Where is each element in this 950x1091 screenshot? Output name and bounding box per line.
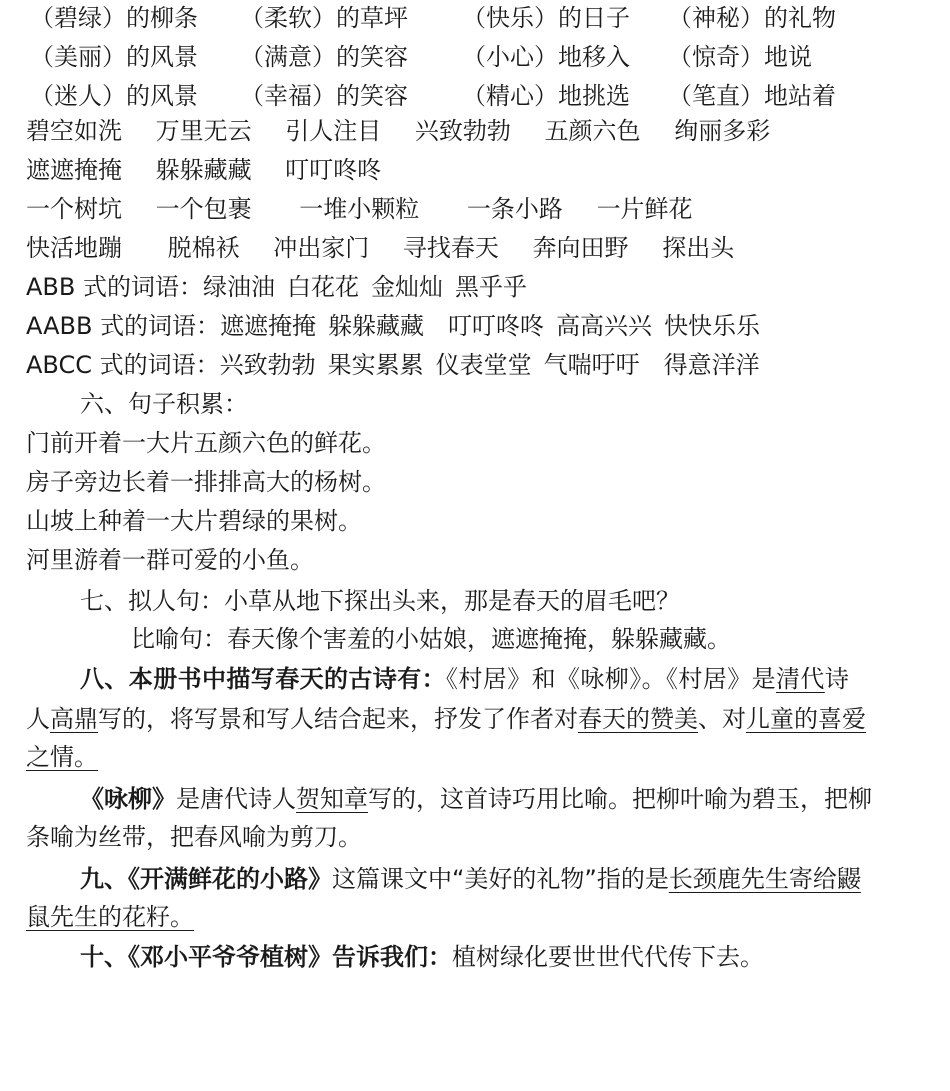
section-8-heading: 八、本册书中描写春天的古诗有：	[80, 665, 446, 693]
text-run: 是唐代诗人	[176, 785, 296, 813]
pattern-label: ABCC 式的词语：	[26, 351, 220, 379]
section-9-heading: 九、《开满鲜花的小路》	[80, 865, 332, 893]
word-item: 遮遮掩掩	[26, 156, 122, 184]
section-8-line	[80, 662, 849, 696]
phrase-item: （柔软）的草坪	[240, 4, 408, 32]
section-8-line	[26, 702, 866, 736]
word-item: 气喘吁吁	[543, 351, 640, 379]
word-item: 一个包裹	[155, 195, 252, 223]
sentence: 门前开着一大片五颜六色的鲜花。	[26, 429, 386, 457]
underlined-text: 之情。	[26, 743, 98, 771]
text-run: 这篇课文中“美好的礼物”指的是	[332, 865, 669, 893]
text-run: 植树绿化要世世代代传下去。	[452, 943, 764, 971]
text-run: 人	[26, 705, 50, 733]
word-item: 五颜六色	[544, 117, 641, 145]
phrase-item: （满意）的笑容	[240, 43, 408, 71]
sentence: 山坡上种着一大片碧绿的果树。	[26, 507, 362, 535]
text-run: 《村居》和《咏柳》。《村居》是	[446, 665, 776, 693]
pattern-line-abb	[26, 270, 553, 304]
section-9-line	[80, 862, 861, 896]
section-9-line	[26, 900, 194, 934]
word-item: 万里无云	[155, 117, 252, 145]
section-8-line	[26, 740, 98, 774]
word-line	[26, 114, 796, 148]
phrase-item: （快乐）的日子	[462, 4, 630, 32]
word-item: 一堆小颗粒	[299, 195, 420, 223]
word-item: 一片鲜花	[596, 195, 693, 223]
phrase-item: （笔直）地站着	[668, 82, 836, 110]
word-item: 寻找春天	[402, 234, 499, 262]
section-10-line	[80, 940, 764, 974]
word-item: 黑乎乎	[454, 273, 527, 301]
text-run: 写的，将写景和写人结合起来，抒发了作者对	[98, 705, 578, 733]
underlined-text: 高鼎	[50, 705, 98, 733]
underlined-text: 鼠先生的花籽。	[26, 903, 194, 931]
phrase-item: （美丽）的风景	[30, 43, 198, 71]
phrase-item: （迷人）的风景	[30, 82, 198, 110]
word-item: 躲躲藏藏	[155, 156, 252, 184]
word-item: 躲躲藏藏	[328, 312, 425, 340]
text-run: 诗	[824, 665, 850, 693]
sentence: 房子旁边长着一排排高大的杨树。	[26, 468, 386, 496]
section-7-personification: 七、拟人句：小草从地下探出头来，那是春天的眉毛吧？	[80, 587, 680, 615]
word-item: 引人注目	[285, 117, 382, 145]
word-item: 脱棉袄	[167, 234, 240, 262]
section-6-heading: 六、句子积累：	[80, 390, 248, 418]
word-item: 一个树坑	[26, 195, 122, 223]
word-item: 白花花	[286, 273, 359, 301]
word-item: 探出头	[662, 234, 735, 262]
pattern-line-aabb	[26, 309, 786, 343]
word-item: 叮叮咚咚	[448, 312, 545, 340]
word-item: 绚丽多彩	[674, 117, 771, 145]
word-line	[26, 192, 719, 226]
bold-title: 《咏柳》	[80, 785, 176, 813]
word-item: 一条小路	[466, 195, 563, 223]
word-line	[26, 231, 760, 265]
word-item: 兴致勃勃	[414, 117, 511, 145]
word-item: 碧空如洗	[26, 117, 122, 145]
word-item: 仪表堂堂	[435, 351, 532, 379]
word-item: 果实累累	[327, 351, 424, 379]
sentence: 河里游着一群可爱的小鱼。	[26, 546, 314, 574]
word-item: 快活地蹦	[26, 234, 122, 262]
word-item: 高高兴兴	[556, 312, 653, 340]
phrase-item: （碧绿）的柳条	[30, 4, 198, 32]
text-run: 、对	[698, 705, 746, 733]
underlined-text: 清代	[776, 665, 825, 693]
word-item: 绿油油	[202, 273, 275, 301]
underlined-text: 长颈鹿先生寄给鼹	[668, 865, 861, 893]
text-run: 写的，这首诗巧用比喻。把柳叶喻为碧玉，把柳	[368, 785, 872, 813]
word-item: 兴致勃勃	[219, 351, 316, 379]
phrase-item: （小心）地移入	[462, 43, 630, 71]
pattern-line-abcc	[26, 348, 786, 382]
section-8-line	[80, 782, 872, 816]
word-item: 得意洋洋	[663, 351, 760, 379]
word-item: 奔向田野	[532, 234, 629, 262]
word-item: 冲出家门	[273, 234, 370, 262]
word-item: 叮叮咚咚	[285, 156, 382, 184]
phrase-item: （惊奇）地说	[668, 43, 812, 71]
word-item: 遮遮掩掩	[220, 312, 317, 340]
word-item: 金灿灿	[370, 273, 443, 301]
section-10-heading: 十、《邓小平爷爷植树》告诉我们：	[80, 943, 452, 971]
word-line	[26, 153, 407, 187]
phrase-item: （神秘）的礼物	[668, 4, 836, 32]
pattern-label: AABB 式的词语：	[26, 312, 221, 340]
phrase-item: （幸福）的笑容	[240, 82, 408, 110]
word-item: 快快乐乐	[664, 312, 761, 340]
phrase-item: （精心）地挑选	[462, 82, 630, 110]
underlined-text: 儿童的喜爱	[746, 705, 866, 733]
section-7-metaphor: 比喻句：春天像个害羞的小姑娘，遮遮掩掩，躲躲藏藏。	[131, 625, 731, 653]
underlined-text: 贺知章	[296, 785, 368, 813]
pattern-label: ABB 式的词语：	[26, 273, 203, 301]
section-8-line: 条喻为丝带，把春风喻为剪刀。	[26, 823, 362, 851]
underlined-text: 春天的赞美	[578, 705, 698, 733]
